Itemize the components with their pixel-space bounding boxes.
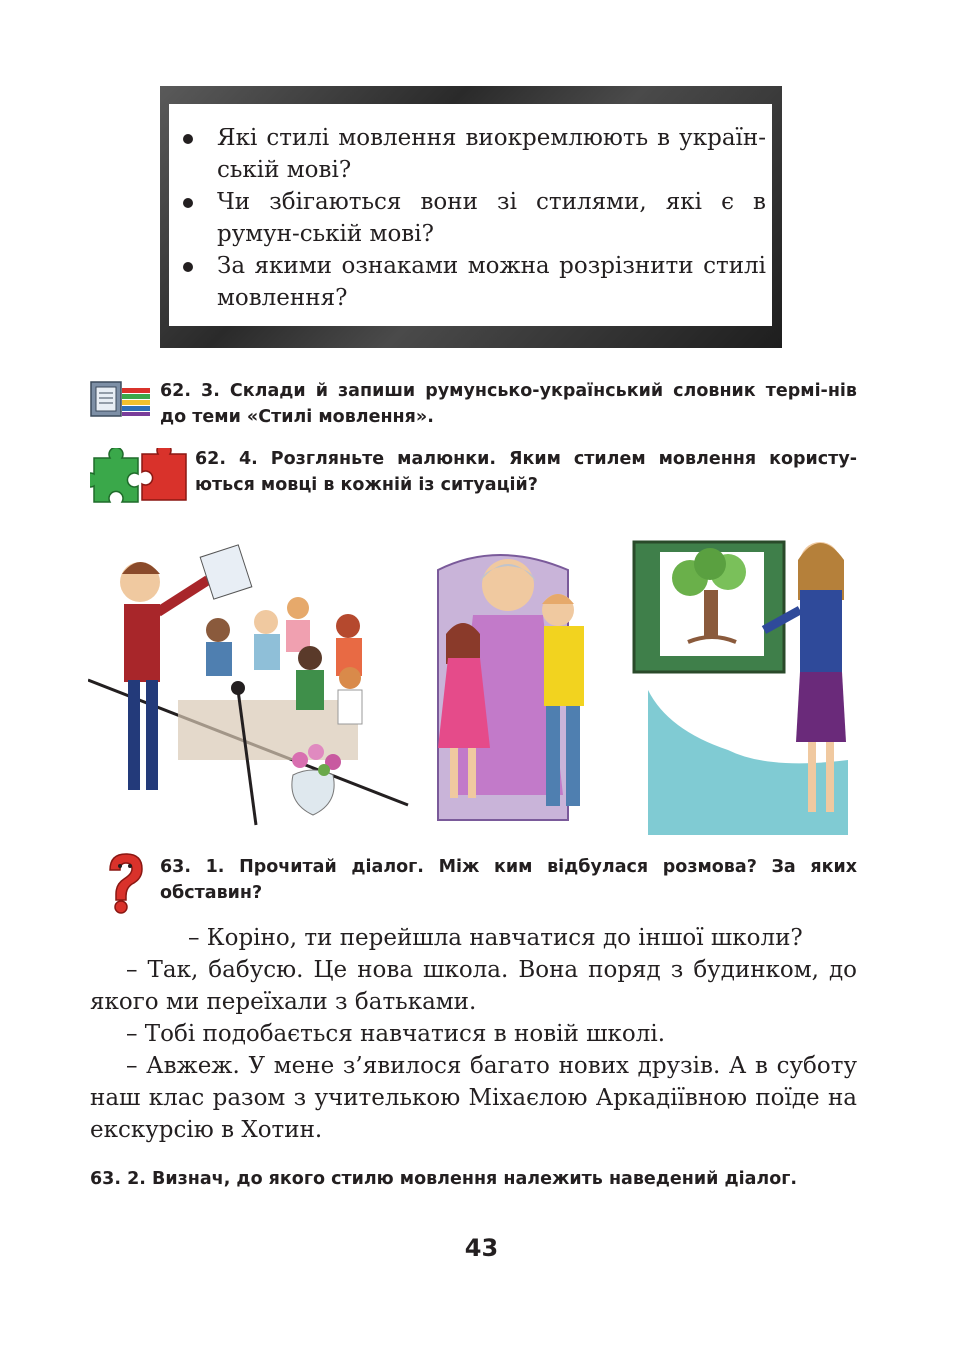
dialogue-line: – Так, бабусю. Це нова школа. Вона поряд з будинком, до якого ми переїхали з батьками. <box>90 957 857 1015</box>
page-number: 43 <box>464 1234 499 1262</box>
question-text: Чи збігаються вони зі стилями, які є в румун-ській мові? <box>217 189 766 247</box>
task-63-1: 63. 1. Прочитай діалог. Між ким відбулася розмова? За яких обставин? <box>160 857 857 903</box>
question-text: За якими ознаками можна розрізнити стилі мовлення? <box>217 253 766 311</box>
dialogue-line: – Тобі подобається навчатися в новій школі. <box>126 1021 666 1047</box>
task-62-3: 62. 3. Склади й запиши румунсько-український словник термі-нів до теми «Стилі мовлення». <box>160 381 857 427</box>
puzzle-icon <box>90 448 190 506</box>
task-62-4: 62. 4. Розгляньте малюнки. Яким стилем мовлення користу-ються мовці в кожній із ситуацій? <box>195 449 857 495</box>
questions-list <box>169 104 772 314</box>
scene-teacher-picture <box>634 542 848 835</box>
question-item <box>175 186 766 250</box>
scene-audience-picture <box>88 545 408 825</box>
bullet-icon <box>183 262 193 272</box>
bullet-icon <box>183 134 193 144</box>
question-mark-icon <box>104 852 144 914</box>
question-item <box>175 250 766 314</box>
question-item <box>175 122 766 186</box>
dialogue <box>90 922 857 1146</box>
question-text: Які стилі мовлення виокремлюють в україн-ській мові? <box>217 125 766 183</box>
bullet-icon <box>183 198 193 208</box>
questions-panel <box>169 104 772 326</box>
scene-grandmother-picture <box>438 555 584 820</box>
task-63-2: 63. 2. Визнач, до якого стилю мовлення належить наведений діалог. <box>90 1169 798 1189</box>
speech-situations-illustration <box>88 530 858 835</box>
dialogue-line: – Коріно, ти перейшла навчатися до іншої школи? <box>188 925 803 951</box>
dialogue-line: – Авжеж. У мене з’явилося багато нових друзів. А в суботу наш клас разом з учителькою Міхаєлою Аркадіївною поїде на екскурсію в Хотин. <box>90 1053 857 1143</box>
books-dictionary-icon <box>90 380 152 418</box>
